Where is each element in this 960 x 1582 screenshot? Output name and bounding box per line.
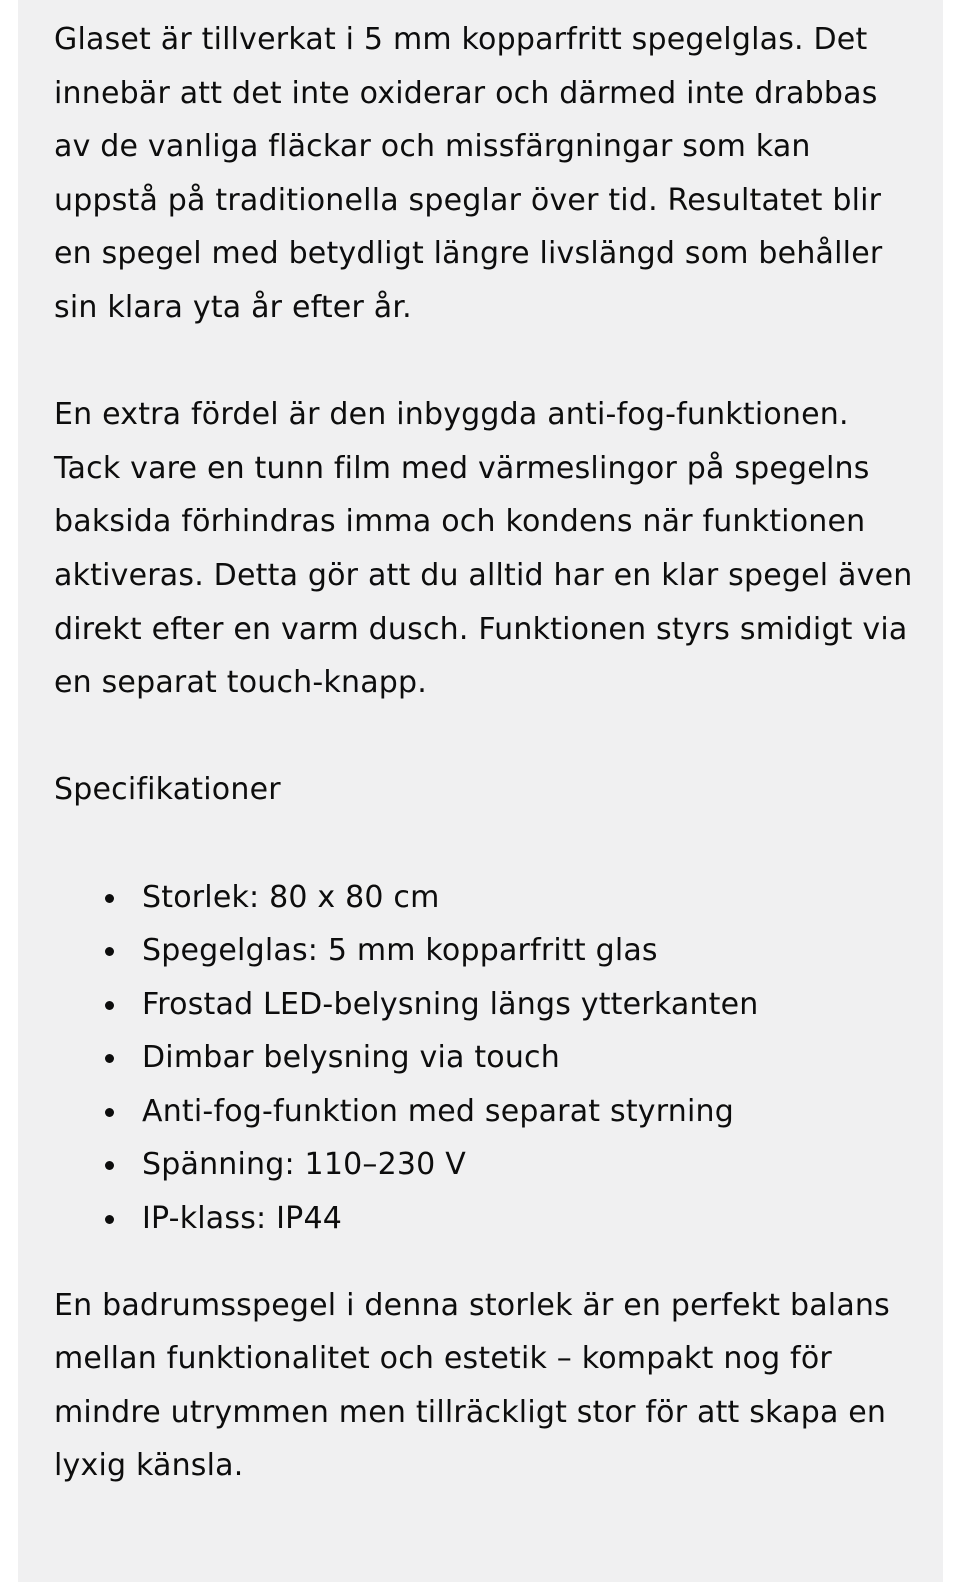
description-paragraph-glass: Glaset är tillverkat i 5 mm kopparfritt spegelglas. Det innebär att det inte oxiderar och därmed inte drabbas av de vanliga fläckar och missfärgningar som kan uppstå på traditionella speglar över tid. Resultatet blir en spegel med betydligt längre livslängd som behåller sin klara yta år efter år. (54, 22, 883, 325)
description-paragraph-summary: En badrumsspegel i denna storlek är en perfekt balans mellan funktionalitet och estetik – kompakt nog för mindre utrymmen men tillräckligt stor för att skapa en lyxig känsla. (54, 1287, 890, 1484)
list-spacer (54, 1246, 913, 1279)
paragraph-spacer (54, 710, 913, 764)
paragraph-spacer (54, 817, 913, 871)
spec-item-glass: Spegelglas: 5 mm kopparfritt glas (142, 924, 913, 978)
spec-item-led: Frostad LED-belysning längs ytterkanten (142, 978, 913, 1032)
specifications-heading: Specifikationer (54, 772, 281, 808)
spec-item-anti-fog: Anti-fog-funktion med separat styrning (142, 1085, 913, 1139)
paragraph-spacer (54, 335, 913, 389)
specifications-list (54, 871, 913, 1246)
product-description-panel (18, 0, 943, 1582)
spec-item-ip-class: IP-klass: IP44 (142, 1192, 913, 1246)
description-paragraph-anti-fog: En extra fördel är den inbyggda anti-fog-funktionen. Tack vare en tunn film med värmeslingor på spegelns baksida förhindras imma och kondens när funktionen aktiveras. Detta gör att du alltid har en klar spegel även direkt efter en varm dusch. Funktionen styrs smidigt via en separat touch-knapp. (54, 397, 913, 701)
spec-item-dimmable: Dimbar belysning via touch (142, 1031, 913, 1085)
spec-item-size: Storlek: 80 x 80 cm (142, 871, 913, 925)
spec-item-voltage: Spänning: 110–230 V (142, 1138, 913, 1192)
